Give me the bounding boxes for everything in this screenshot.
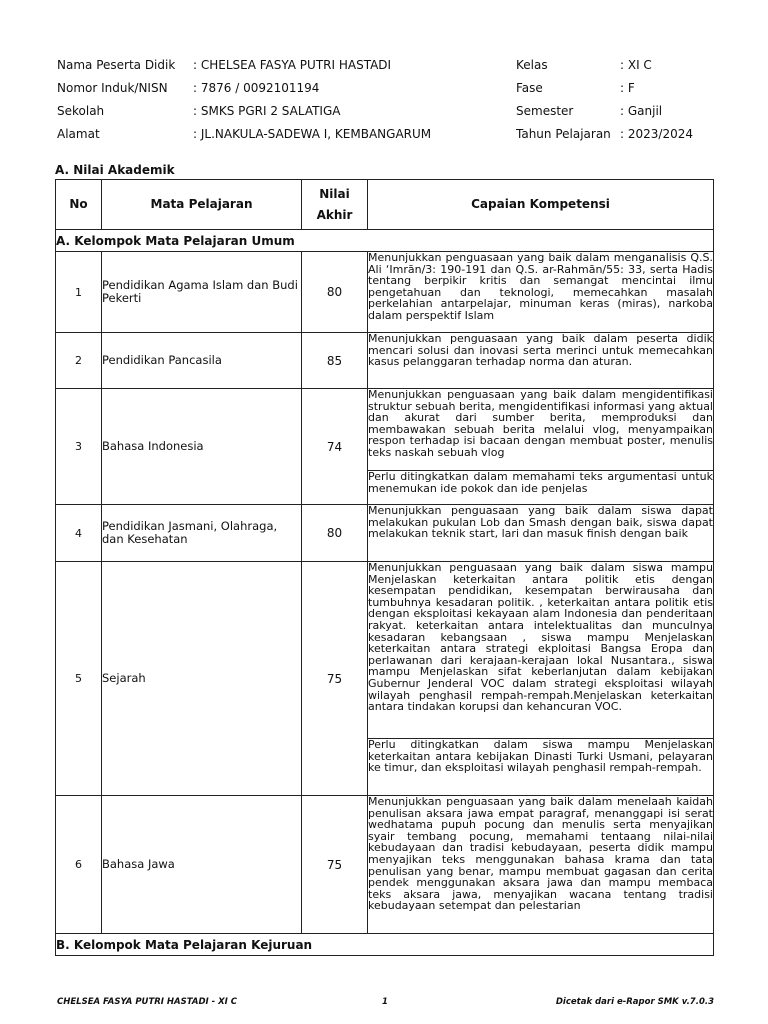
group-label-kejuruan: B. Kelompok Mata Pelajaran Kejuruan: [56, 934, 714, 956]
row-score: 74: [302, 389, 368, 505]
identity-value: : JL.NAKULA-SADEWA I, KEMBANGARUM: [193, 127, 432, 141]
header-score-line1: Nilai: [319, 186, 350, 201]
row-competency: Menunjukkan penguasaan yang baik dalam siswa dapat melakukan pukulan Lob dan Smash dengan baik, siswa dapat melakukan teknik start, lari dan masuk finish dengan baik: [368, 505, 714, 562]
row-no: 4: [56, 505, 102, 562]
identity-value: : SMKS PGRI 2 SALATIGA: [193, 104, 341, 118]
row-no: 3: [56, 389, 102, 505]
row-subject: Bahasa Jawa: [102, 796, 302, 934]
identity-row: [57, 100, 717, 123]
table-row: [56, 505, 714, 562]
table-header-row: [56, 180, 714, 230]
table-row: [56, 252, 714, 333]
identity-row: [57, 54, 717, 77]
row-competency: Menunjukkan penguasaan yang baik dalam peserta didik mencari solusi dan inovasi serta merinci untuk memecahkan kasus pelanggaran terhadap norma dan aturan.: [368, 333, 714, 389]
identity-value: : 2023/2024: [620, 127, 693, 141]
row-no: 2: [56, 333, 102, 389]
section-title: A. Nilai Akademik: [55, 163, 175, 177]
identity-value: : F: [620, 81, 635, 95]
table-row: [56, 796, 714, 934]
row-score: 80: [302, 505, 368, 562]
row-competency-improve: Perlu ditingkatkan dalam memahami teks argumentasi untuk menemukan ide pokok dan ide penjelas: [368, 471, 714, 505]
identity-value: : 7876 / 0092101194: [193, 81, 320, 95]
footer-page-number: 1: [382, 997, 388, 1007]
row-score: 75: [302, 796, 368, 934]
identity-value: : XI C: [620, 58, 652, 72]
identity-label: Tahun Pelajaran: [516, 127, 611, 141]
row-no: 6: [56, 796, 102, 934]
identity-label: Sekolah: [57, 104, 105, 118]
grades-table: [55, 179, 714, 956]
identity-label: Nomor Induk/NISN: [57, 81, 168, 95]
student-identity: [57, 54, 717, 146]
table-row: [56, 389, 714, 471]
header-competency: Capaian Kompetensi: [368, 180, 714, 230]
group-row: [56, 230, 714, 252]
row-subject: Bahasa Indonesia: [102, 389, 302, 505]
header-no: No: [56, 180, 102, 230]
table-row: [56, 333, 714, 389]
identity-row: [57, 123, 717, 146]
row-competency: Menunjukkan penguasaan yang baik dalam siswa mampu Menjelaskan keterkaitan antara politik etis dengan kesempatan pendidikan, kesempatan berwirausaha dan tumbuhnya kesadaran politik. , keterkaitan antara politik etis dengan eksploitasi kekayaan alam Indonesia dan penderitaan rakyat. keterkaitan antara intelektualitas dan munculnya kesadaran kebangsaan , siswa mampu Menjelaskan keterkaitan antara strategi ekploitasi Bangsa Eropa dan perlawanan dari kerajaan-kerajaan lokal Nusantara., siswa mampu Menjelaskan sifat keberlanjutan dalam kebijakan Gubernur Jenderal VOC dalam strategi eksploitasi wilayah wilayah penghasil rempah-rempah.Menjelaskan keterkaitan antara tindakan korupsi dan kehancuran VOC.: [368, 562, 714, 739]
footer-student: CHELSEA FASYA PUTRI HASTADI - XI C: [57, 997, 238, 1007]
row-competency: Menunjukkan penguasaan yang baik dalam menganalisis Q.S. Ali ‘Imrān/3: 190-191 dan Q.S. ar-Rahmān/55: 33, serta Hadis tentang berpikir kritis dan semangat mencintai ilmu pengetahuan dan teknologi, memecahkan masalah perkelahian antarpelajar, minuman keras (miras), narkoba dalam perspektif Islam: [368, 252, 714, 333]
group-label-umum: A. Kelompok Mata Pelajaran Umum: [56, 230, 714, 252]
identity-value: : CHELSEA FASYA PUTRI HASTADI: [193, 58, 392, 72]
row-competency: Menunjukkan penguasaan yang baik dalam mengidentifikasi struktur sebuah berita, mengidentifikasi informasi yang aktual dan akurat dari sumber berita, memproduksi dan membawakan sebuah berita melalui vlog, menyampaikan respon terhadap isi bacaan dengan membuat poster, menulis teks naskah sebuah vlog: [368, 389, 714, 471]
footer-print-source: Dicetak dari e-Rapor SMK v.7.0.3: [555, 997, 714, 1007]
identity-label: Kelas: [516, 58, 548, 72]
group-row: [56, 934, 714, 956]
row-subject: Pendidikan Jasmani, Olahraga, dan Kesehatan: [102, 505, 302, 562]
header-score: [302, 180, 368, 230]
row-subject: Pendidikan Pancasila: [102, 333, 302, 389]
row-score: 80: [302, 252, 368, 333]
row-no: 5: [56, 562, 102, 796]
identity-row: [57, 77, 717, 100]
identity-label: Fase: [516, 81, 543, 95]
row-competency: Menunjukkan penguasaan yang baik dalam menelaah kaidah penulisan aksara jawa empat paragraf, menanggapi isi serat wedhatama pupuh pocung dan menulis serta menyajikan syair tembang pocung, memahami tentaang nilai-nilai kebudayaan dan tradisi kebudayaan, peserta didik mampu menyajikan teks menggunakan bahasa krama dan tata penulisan yang benar, mampu membuat gagasan dan cerita pendek menggunakan aksara jawa dan mampu membaca teks aksara jawa, menyajikan wacana tentang tradisi kebudayaan setempat dan pelestarian: [368, 796, 714, 934]
row-no: 1: [56, 252, 102, 333]
row-subject: Pendidikan Agama Islam dan Budi Pekerti: [102, 252, 302, 333]
row-score: 75: [302, 562, 368, 796]
identity-label: Nama Peserta Didik: [57, 58, 176, 72]
row-score: 85: [302, 333, 368, 389]
header-subject: Mata Pelajaran: [102, 180, 302, 230]
header-score-line2: Akhir: [316, 207, 353, 222]
row-subject: Sejarah: [102, 562, 302, 796]
identity-value: : Ganjil: [620, 104, 663, 118]
identity-label: Alamat: [57, 127, 100, 141]
row-competency-improve: Perlu ditingkatkan dalam siswa mampu Menjelaskan keterkaitan antara kebijakan Dinasti Turki Usmani, pelayaran ke timur, dan eksploitasi wilayah penghasil rempah-rempah.: [368, 739, 714, 796]
table-row: [56, 562, 714, 739]
identity-label: Semester: [516, 104, 574, 118]
